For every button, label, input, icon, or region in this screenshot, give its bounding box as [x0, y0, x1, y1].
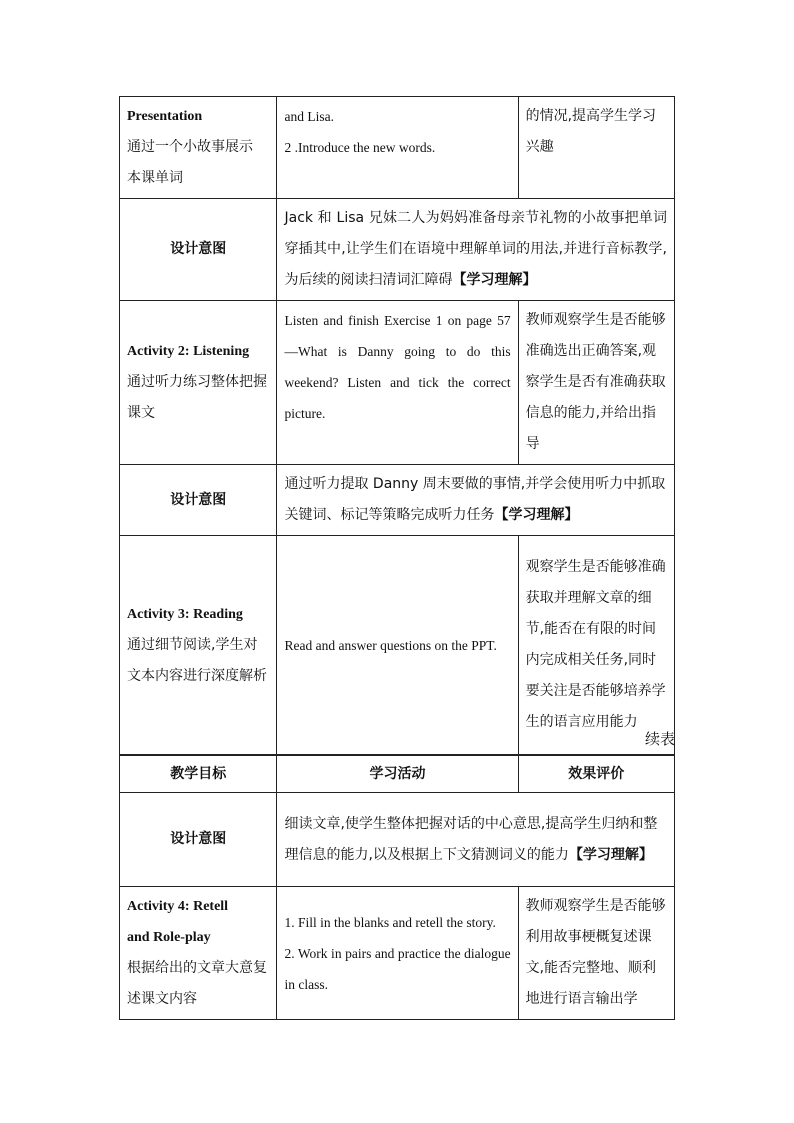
presentation-activity-line-1: and Lisa.: [284, 109, 334, 124]
activity2-eval: 教师观察学生是否能够准确选出正确答案,观察学生是否有准确获取信息的能力,并给出指导: [518, 301, 674, 465]
activity3-desc: 通过细节阅读,学生对文本内容进行深度解析: [127, 636, 267, 684]
activity3-eval: 观察学生是否能够准确获取并理解文章的细节,能否在有限的时间内完成相关任务,同时要关注是否能够培养学生的语言应用能力: [518, 536, 674, 755]
activity4-title-line-1: Activity 4: Retell: [127, 899, 229, 914]
header-activity: 学习活动: [277, 756, 518, 793]
activity4-title-line-2: and Role-play: [127, 930, 211, 945]
design3-tag: 【学习理解】: [568, 846, 653, 863]
activity2-title: Activity 2: Listening: [127, 344, 250, 359]
objective-cell: [120, 97, 277, 199]
evaluation-cell: [518, 97, 674, 199]
table-header-row: [120, 756, 675, 793]
table-row: [120, 301, 675, 465]
design2-tag: 【学习理解】: [494, 507, 579, 523]
design-intent-text: [277, 199, 675, 301]
activity3-title: Activity 3: Reading: [127, 606, 243, 622]
header-objective: 教学目标: [120, 756, 277, 793]
activity-cell: [277, 97, 518, 199]
table-row: [120, 887, 675, 1020]
lesson-table-1: [119, 96, 675, 755]
presentation-title: Presentation: [127, 109, 203, 124]
design1-tag: 【学习理解】: [452, 272, 537, 288]
objective-cell: [120, 301, 277, 465]
design-intent-label: 设计意图: [120, 465, 277, 536]
design1-text: Jack 和 Lisa 兄妹二人为妈妈准备母亲节礼物的小故事把单词穿插其中,让学生们在语境中理解单词的用法,并进行音标教学,为后续的阅读扫清词汇障碍: [284, 210, 667, 288]
table-row: [120, 199, 675, 301]
objective-cell: [120, 887, 277, 1020]
header-evaluation: 效果评价: [518, 756, 674, 793]
activity4-eval: 教师观察学生是否能够利用故事梗概复述课文,能否完整地、顺利地进行语言输出学: [518, 887, 674, 1020]
design3-text: 细读文章,使学生整体把握对话的中心意思,提高学生归纳和整理信息的能力,以及根据上下文猜测词义的能力: [284, 815, 658, 863]
presentation-desc-line-2: 本课单词: [127, 170, 183, 186]
design-intent-label: 设计意图: [120, 199, 277, 301]
table-row: [120, 97, 675, 199]
activity3-text: Read and answer questions on the PPT.: [277, 536, 518, 755]
presentation-activity-line-2: 2 .Introduce the new words.: [284, 140, 436, 155]
objective-cell: [120, 536, 277, 755]
activity2-desc: 通过听力练习整体把握课文: [127, 374, 267, 421]
activity2-text: Listen and finish Exercise 1 on page 57—What is Danny going to do this weekend? Listen and tick the correct picture.: [277, 301, 518, 465]
activity4-text-line-2: 2. Work in pairs and practice the dialogue in class.: [284, 945, 511, 992]
continued-label: 续表: [644, 730, 675, 748]
table-row: [120, 536, 675, 755]
design-intent-text: [277, 465, 675, 536]
table-row: [120, 793, 675, 887]
design-intent-text: [277, 793, 675, 887]
design2-text: 通过听力提取 Danny 周末要做的事情,并学会使用听力中抓取关键词、标记等策略完成听力任务: [284, 476, 666, 523]
table-row: [120, 465, 675, 536]
presentation-desc-line-1: 通过一个小故事展示: [127, 139, 253, 155]
lesson-table-2: [119, 755, 675, 1020]
activity-cell: [277, 887, 518, 1020]
activity4-desc: 根据给出的文章大意复述课文内容: [127, 960, 267, 1007]
activity4-text-line-1: 1. Fill in the blanks and retell the story.: [284, 914, 496, 930]
design-intent-label: 设计意图: [120, 793, 277, 887]
presentation-eval: 的情况,提高学生学习兴趣: [525, 108, 657, 155]
